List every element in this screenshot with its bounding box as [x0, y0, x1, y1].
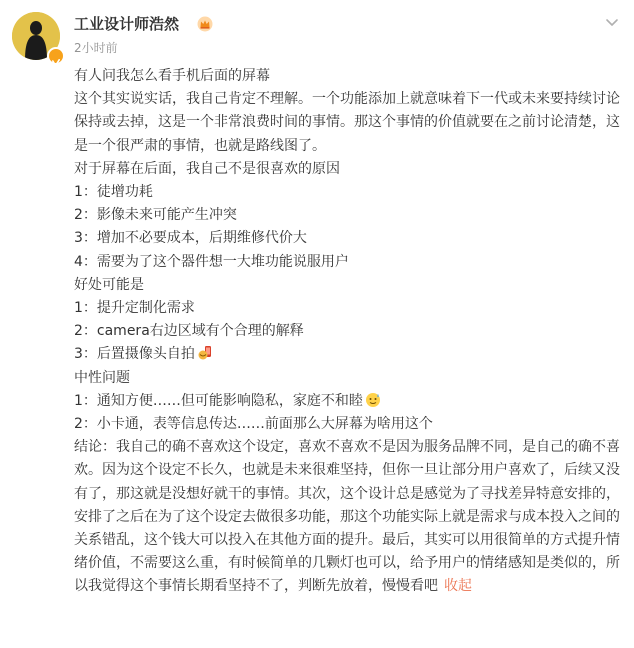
neutral-item: 1：通知方便……但可能影响隐私，家庭不和睦: [74, 392, 363, 409]
dislike-item: 2：影像未来可能产生冲突: [74, 207, 237, 224]
benefit-item-row: [74, 343, 622, 366]
conclusion-paragraph: 结论：我自己的确不喜欢这个设定，喜欢不喜欢不是因为服务品牌不同，是自己的确不喜欢。因为这个设定不长久，也就是未来很难坚持，但你一旦让部分用户喜欢了，后续又没有了，那这就是没想好就干的事情。其次，这个设计总是感觉为了寻找差异特意安排的，安排了之后在为了这个设定去做很多功能，那这个功能实际上就是需求与成本投入之间的关系错乱，这个钱大可以投入在其他方面的提升。最后，其实可以用很简单的方式提升情绪价值，不需要这么重，有时候简单的几颗灯也可以，给予用户的情绪感知是类似的，所以我觉得这个事情长期看坚持不了，判断先放着，慢慢看吧: [74, 439, 620, 595]
post-body: [74, 65, 622, 599]
chevron-down-icon[interactable]: [602, 12, 622, 32]
dislike-heading: 对于屏幕在后面，我自己不是很喜欢的原因: [74, 160, 340, 177]
benefit-item: 2：camera右边区域有个合理的解释: [74, 323, 304, 340]
sweat-emoji-icon: [365, 392, 381, 408]
benefit-heading: 好处可能是: [74, 276, 144, 293]
dislike-item: 3：增加不必要成本，后期维修代价大: [74, 230, 307, 247]
author-name[interactable]: 工业设计师浩然: [74, 15, 180, 33]
neutral-heading: 中性问题: [74, 369, 130, 386]
post-header: [12, 12, 622, 62]
post-title: 有人问我怎么看手机后面的屏幕: [74, 68, 270, 84]
benefit-item: 1：提升定制化需求: [74, 300, 195, 317]
collapse-link[interactable]: 收起: [444, 578, 472, 595]
conclusion-row: [74, 436, 622, 598]
dislike-item: 1：徒增功耗: [74, 184, 153, 201]
crown-icon: [197, 16, 213, 32]
neutral-item-row: [74, 390, 622, 413]
post-time[interactable]: 2小时前: [74, 41, 118, 55]
verified-badge-icon: [47, 47, 65, 65]
neutral-item: 2：小卡通，表等信息传达……前面那么大屏幕为啥用这个: [74, 416, 433, 433]
fade-overlay: [74, 598, 622, 618]
dislike-item: 4：需要为了这个器件想一大堆功能说服用户: [74, 253, 349, 270]
benefit-item: 3：后置摄像头自拍: [74, 346, 195, 363]
selfie-emoji-icon: [197, 345, 213, 361]
intro-paragraph: 这个其实说实话，我自己肯定不理解。一个功能添加上就意味着下一代或未来要持续讨论保持或去掉，这是一个非常浪费时间的事情。那这个事情的价值就要在之前讨论清楚，这是一个很严肃的事情，也就是路线图了。: [74, 91, 620, 154]
